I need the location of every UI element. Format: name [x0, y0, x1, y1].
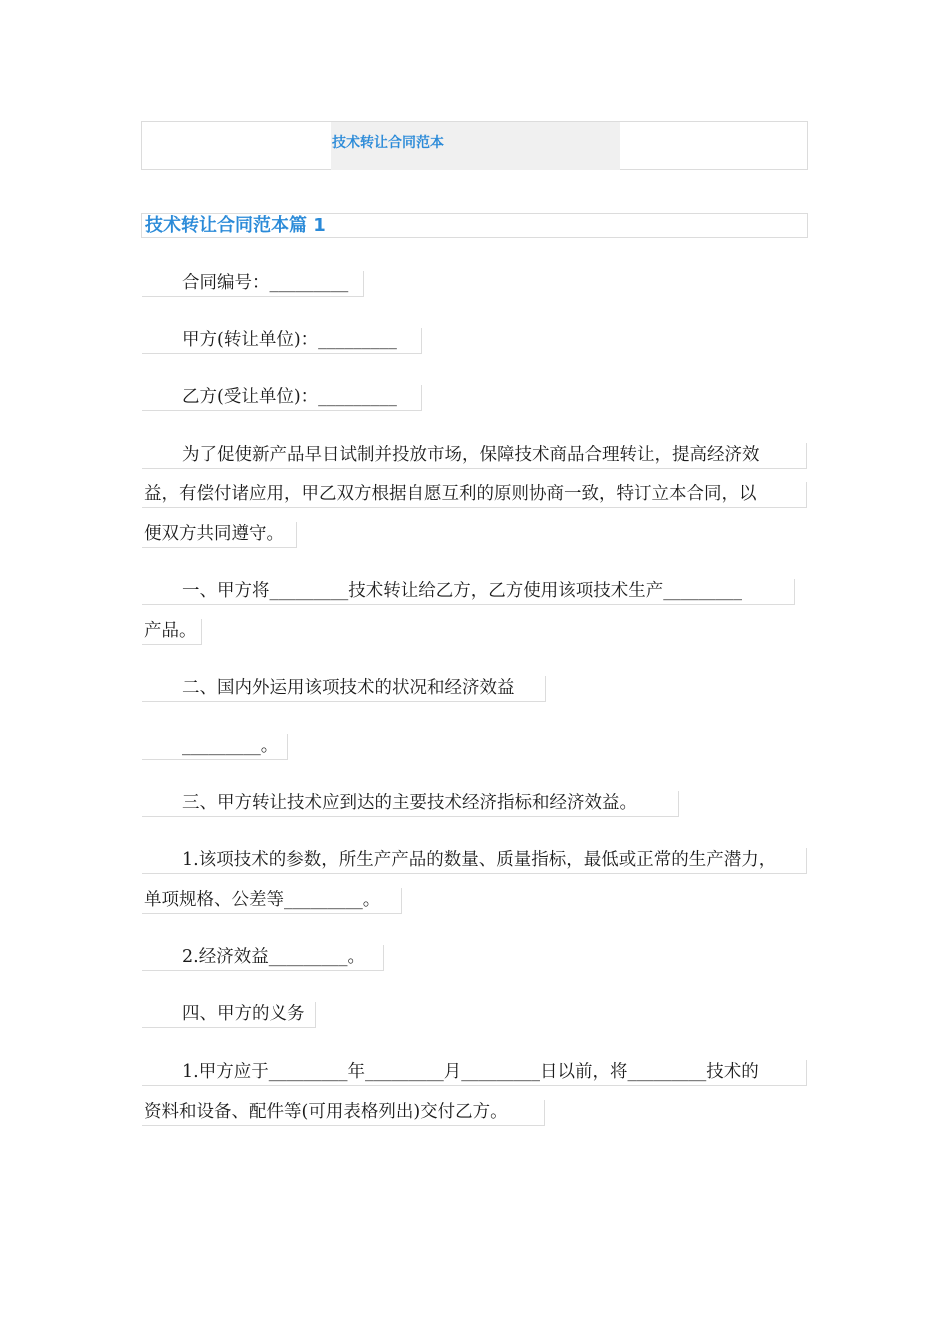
- header-box: [141, 121, 808, 170]
- party-a-line: 甲方(转让单位)：_________: [142, 328, 422, 354]
- clause-3-2-line: 2.经济效益_________。: [142, 945, 384, 971]
- party-b-line: 乙方(受让单位)：_________: [142, 385, 422, 411]
- contract-number-line: 合同编号：_________: [142, 271, 364, 297]
- section-title: 技术转让合同范本篇 1: [141, 213, 808, 238]
- clause-3-1-line-2: 单项规格、公差等_________。: [142, 888, 402, 914]
- clause-1-line-2: 产品。: [142, 619, 202, 645]
- clause-1-line-1: 一、甲方将_________技术转让给乙方，乙方使用该项技术生产_________: [142, 579, 795, 605]
- preamble-line-2: 益，有偿付诸应用，甲乙双方根据自愿互利的原则协商一致，特订立本合同，以: [142, 482, 807, 508]
- clause-2-line-2: _________。: [142, 734, 288, 760]
- clause-4-1-line-1: 1.甲方应于_________年_________月_________日以前，将_________技术的: [142, 1060, 807, 1086]
- clause-4-line: 四、甲方的义务: [142, 1002, 316, 1028]
- clause-2-line-1: 二、国内外运用该项技术的状况和经济效益: [142, 676, 546, 702]
- preamble-line-1: 为了促使新产品早日试制并投放市场，保障技术商品合理转让，提高经济效: [142, 443, 807, 469]
- clause-3-1-line-1: 1.该项技术的参数，所生产产品的数量、质量指标，最低或正常的生产潜力，: [142, 848, 807, 874]
- header-title: 技术转让合同范本: [332, 135, 444, 151]
- clause-3-line: 三、甲方转让技术应到达的主要技术经济指标和经济效益。: [142, 791, 679, 817]
- clause-4-1-line-2: 资料和设备、配件等(可用表格列出)交付乙方。: [142, 1100, 545, 1126]
- preamble-line-3: 便双方共同遵守。: [142, 522, 297, 548]
